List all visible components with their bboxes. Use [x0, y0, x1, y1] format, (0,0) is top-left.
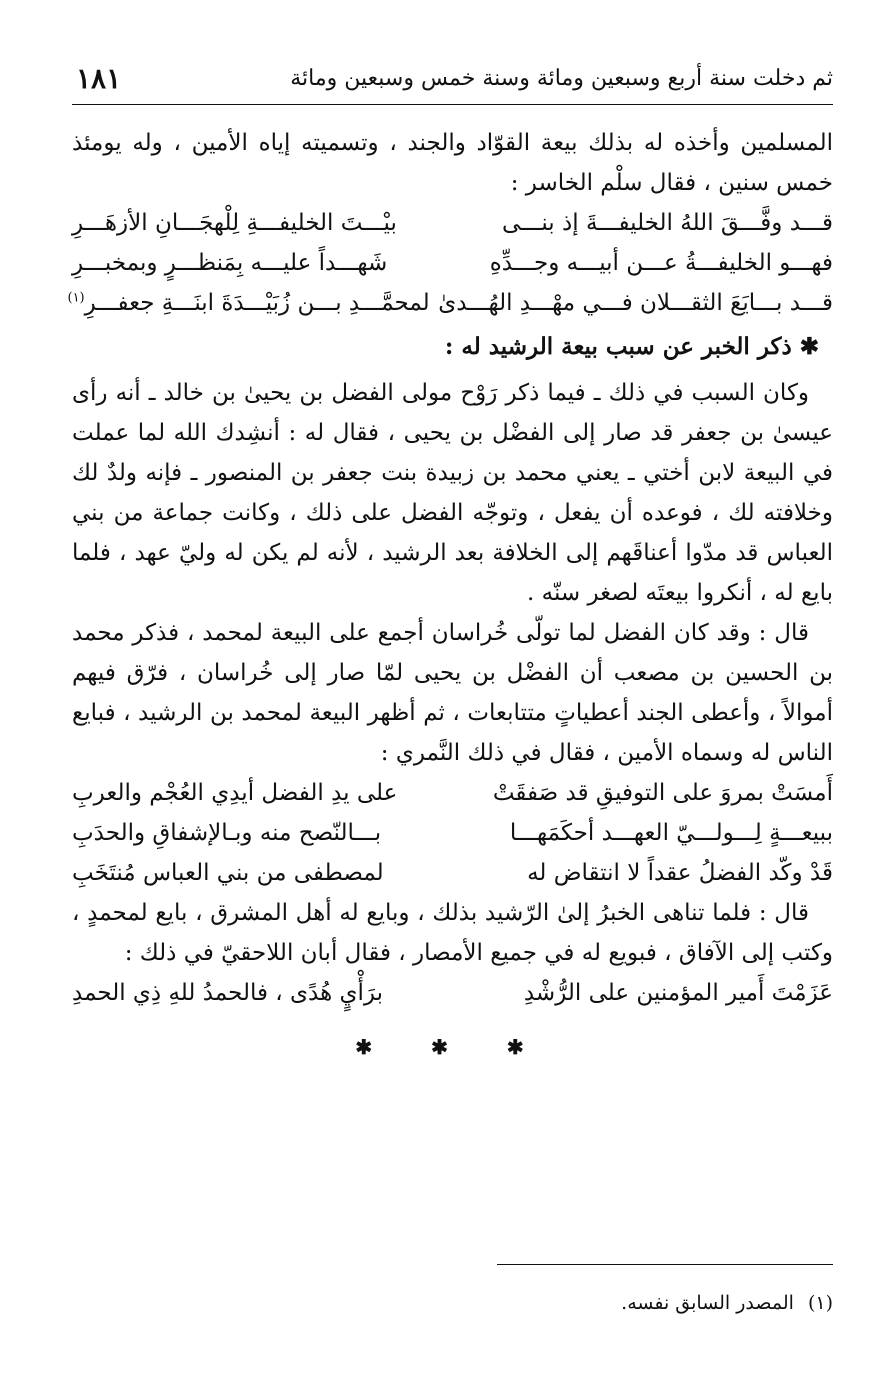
paragraph-4: قال : فلما تناهى الخبرُ إلىٰ الرّشيد بذلك ، وبايع له أهل المشرق ، بايع لمحمدٍ ، وكتب إلى الآفاق ، فبويع له في جميع الأمصار ، فقال أبان اللاحقيّ في ذلك : [72, 900, 833, 966]
paragraph-1: المسلمين وأخذه له بذلك بيعة القوّاد والجند ، وتسميته إياه الأمين ، وله يومئذ خمس سنين ، فقال سلْم الخاسر : [72, 130, 833, 196]
verse-row [72, 773, 833, 813]
verse-row [72, 813, 833, 853]
verse-first-hemistich: أَمسَتْ بمروَ على التوفيقِ قد صَفقَتْ [492, 780, 833, 806]
paragraph-2: وكان السبب في ذلك ـ فيما ذكر رَوْح مولى الفضل بن يحيىٰ بن خالد ـ أنه رأى عيسىٰ بن جعفر قد صار إلى الفضْل بن يحيى ، فقال له : أنشِدك الله لما عملت في البيعة لابن أختي ـ يعني محمد بن زبيدة بنت جعفر بن المنصور ـ فإنه ولدٌ لك وخلافته لك ، فوعده أن يفعل ، وتوجّه الفضل على ذلك ، وكانت جماعة من بني العباس قد مدّوا أعناقَهم إلى الخلافة بعد الرشيد ، لأنه لم يكن له وليّ عهد ، فلما بايع له ، أنكروا بيعتَه لصغر سنّه . [72, 380, 833, 606]
verse-row [72, 203, 833, 243]
poem-salm-al-khasir [67, 203, 833, 323]
verse-first-hemistich: قـــد وفَّـــقَ اللهُ الخليفـــةَ إذ بنـــى [501, 210, 833, 236]
verse-first-hemistich: عَزَمْتَ أَمير المؤمنين على الرُّشْدِ [523, 980, 833, 1006]
verse-second-hemistich: برَأْيٍ هُدًى ، فالحمدُ للهِ ذِي الحمدِ [72, 980, 384, 1006]
verse-row [67, 283, 833, 323]
footnote-reference[interactable]: (١) [67, 290, 85, 306]
footnote-divider [497, 1264, 833, 1265]
book-page [67, 60, 833, 1392]
verse-first-hemistich: قـــد بـــايَعَ الثقـــلان فـــي مهْـــدِ الهُـــدىٰ [438, 290, 833, 316]
section-heading [72, 327, 833, 367]
verse-row [72, 973, 833, 1013]
poem-aban-al-lahiqi [72, 973, 833, 1013]
verse-second-hemistich [67, 283, 430, 323]
footnote [621, 1292, 833, 1314]
footnote-text: المصدر السابق نفسه. [621, 1292, 794, 1314]
asterisk-icon: ✱ [799, 333, 819, 360]
verse-first-hemistich: ببيعـــةٍ لِـــولـــيّ العهـــد أحكَمَهـــا [509, 820, 833, 846]
verse-second-hemistich: بـــالنّصح منه وبـالإشفاقِ والحدَبِ [72, 820, 382, 846]
verse-row [72, 243, 833, 283]
running-title: ثم دخلت سنة أربع وسبعين ومائة وسنة خمس وسبعين ومائة [290, 66, 833, 91]
verse-second-hemistich-text: لمحمَّـــدِ بـــن زُبَيْـــدَةَ ابنَـــةِ جعفـــرِ [84, 290, 430, 316]
verse-first-hemistich: قَدْ وكّد الفضلُ عقداً لا انتقاض له [527, 860, 833, 886]
paragraph-3: قال : وقد كان الفضل لما تولّى خُراسان أجمع على البيعة لمحمد ، فذكر محمد بن الحسين بن مصعب أن الفضْل بن يحيى لمّا صار إلى خُراسان ، فرّق فيهم أموالاً ، وأعطى الجند أعطياتٍ متتابعات ، ثم أظهر البيعة لمحمد بن الرشيد ، فبايع الناس له وسماه الأمين ، فقال في ذلك النَّمري : [72, 620, 833, 766]
verse-first-hemistich: فهـــو الخليفـــةُ عـــن أبيـــه وجـــدِّهِ [489, 250, 833, 276]
section-end-stars: ✱ ✱ ✱ [355, 1035, 550, 1059]
verse-second-hemistich: بيْـــتَ الخليفـــةِ لِلْهجَـــانِ الأزهَـــرِ [72, 210, 397, 236]
section-heading-text: ذكر الخبر عن سبب بيعة الرشيد له : [444, 333, 792, 360]
poem-al-namari [72, 773, 833, 893]
verse-second-hemistich: على يدِ الفضل أيدِي العُجْم والعربِ [72, 780, 398, 806]
verse-row [72, 853, 833, 893]
verse-second-hemistich: شَهـــداً عليـــه بِمَنظـــرٍ وبمخبـــرِ [72, 250, 388, 276]
verse-second-hemistich: لمصطفى من بني العباس مُنتَخَبِ [72, 860, 384, 886]
footnote-number: (١) [807, 1292, 833, 1314]
page-number: ١٨١ [76, 62, 122, 95]
page-header [72, 60, 833, 105]
body-text [67, 123, 833, 1067]
